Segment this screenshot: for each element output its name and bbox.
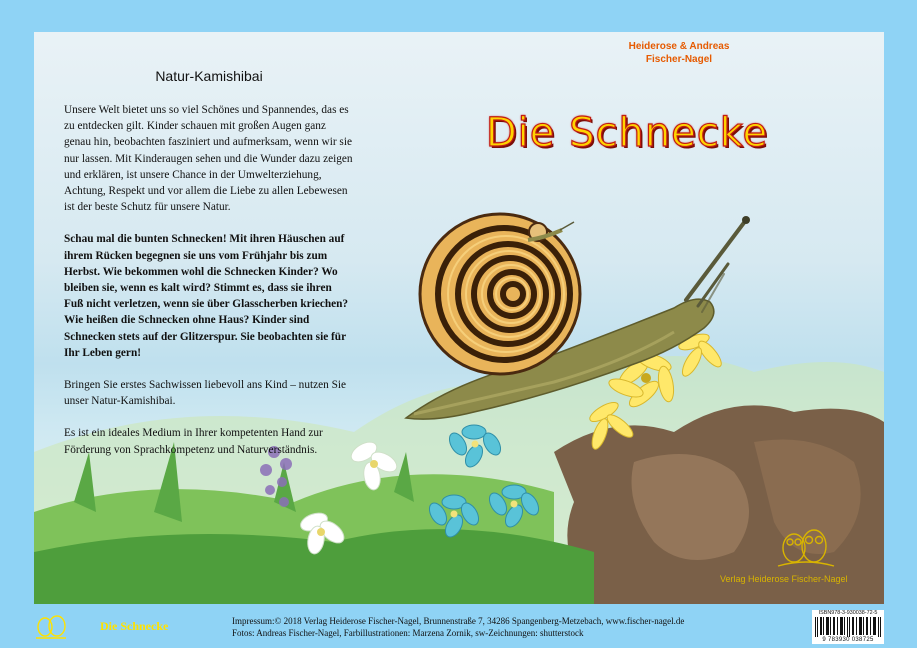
authors-line-1: Heiderose & Andreas — [628, 41, 730, 52]
kamishibai-title: Natur-Kamishibai — [155, 68, 263, 84]
book-title: Die Schnecke — [485, 110, 769, 156]
publisher-name: Verlag Heiderose Fischer-Nagel — [720, 574, 848, 584]
isbn-barcode — [812, 610, 884, 644]
barcode-icon — [815, 617, 881, 637]
medium-paragraph: Es ist ein ideales Medium in Ihrer kompetenten Hand zur Förderung von Sprachkompetenz und Naturverständnis. — [64, 427, 323, 456]
cover-panel — [34, 32, 884, 604]
imprint — [232, 615, 792, 639]
author-names — [594, 40, 764, 66]
owl-logo-icon — [776, 522, 836, 570]
description-text — [64, 102, 354, 474]
imprint-line-2: Fotos: Andreas Fischer-Nagel, Farbillustrationen: Marzena Zornik, sw-Zeichnungen: shutterstock — [232, 628, 584, 638]
footer-title: Die Schnecke — [100, 619, 169, 633]
owl-footer-icon — [34, 614, 68, 640]
knowledge-paragraph: Bringen Sie erstes Sachwissen liebevoll ans Kind – nutzen Sie unser Natur-Kamishibai. — [64, 379, 347, 408]
questions-paragraph: Schau mal die bunten Schnecken! Mit ihren Häuschen auf ihrem Rücken begegnen sie uns vom Frühjahr bis zum Herbst. Wie bekommen wohl die Schnecken Kinder? Wo bleiben sie, wenn es kalt wird? Stimmt es, dass sie ihren Fuß nicht verletzen, wenn sie über Glasscherben kriechen? Wie heißen die Schnecken ohne Haus? Kinder sind Schnecken stets auf der Glitzerspur. Sie beobachten sie für Ihr Leben gern! — [64, 233, 349, 359]
authors-line-2: Fischer-Nagel — [645, 54, 713, 65]
intro-paragraph: Unsere Welt bietet uns so viel Schönes und Spannendes, das es zu entdecken gilt. Kinder schauen mit großen Augen ganz genau hin, beobachten fasziniert und aufmerksam, wenn wir sie nur lassen. Mit Kinderaugen sehen und die Wunder dazu zeigen und erklären, ist unsere Chance in der Umwelterziehung, Achtung, Respekt und vor allem die Liebe zu allen Lebewesen ist der beste Schutz für unsere Natur. — [64, 104, 353, 214]
isbn-number: ISBN978-3-930038-72-5 — [818, 610, 878, 616]
ean-digits: 9 783930 038725 — [822, 637, 874, 643]
imprint-line-1: Impressum:© 2018 Verlag Heiderose Fischer-Nagel, Brunnenstraße 7, 34286 Spangenberg-Metzebach, www.fischer-nagel.de — [232, 616, 685, 626]
